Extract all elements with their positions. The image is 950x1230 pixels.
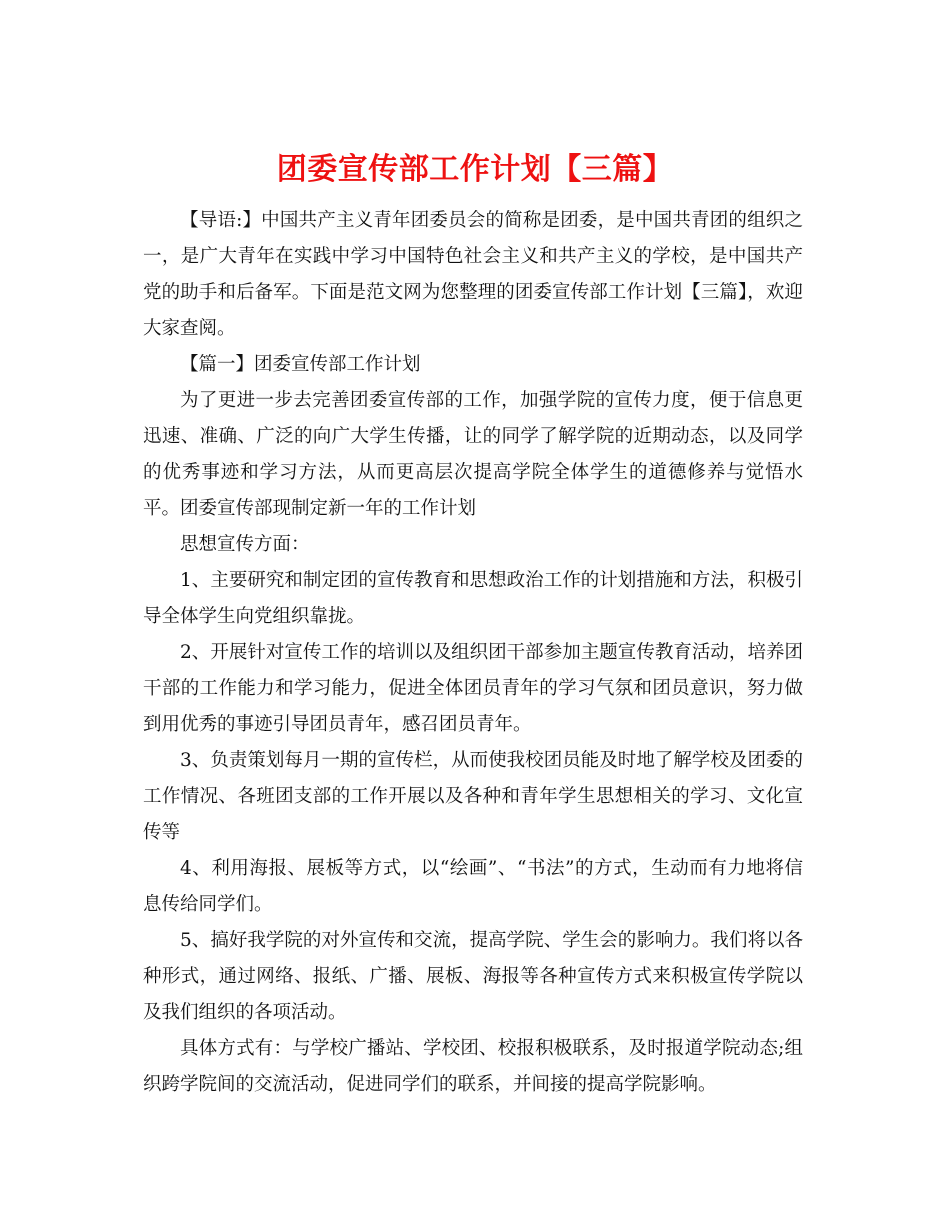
- list-item: 3、负责策划每月一期的宣传栏，从而使我校团员能及时地了解学校及团委的工作情况、各班团支部的工作开展以及各种和青年学生思想相关的学习、文化宣传等: [143, 750, 803, 843]
- list-item: 1、主要研究和制定团的宣传教育和思想政治工作的计划措施和方法，积极引导全体学生向党组织靠拢。: [143, 570, 803, 627]
- body-paragraph: 具体方式有：与学校广播站、学校团、校报积极联系，及时报道学院动态;组织跨学院间的交流活动，促进同学们的联系，并间接的提高学院影响。: [143, 1038, 803, 1095]
- list-item: 2、开展针对宣传工作的培训以及组织团干部参加主题宣传教育活动，培养团干部的工作能力和学习能力，促进全体团员青年的学习气氛和团员意识，努力做到用优秀的事迹引导团员青年，感召团员青年。: [143, 642, 803, 735]
- document-title: 团委宣传部工作计划【三篇】: [276, 152, 674, 188]
- subsection-heading: 思想宣传方面：: [180, 534, 310, 555]
- list-item: 4、利用海报、展板等方式，以“绘画”、“书法”的方式，生动而有力地将信息传给同学们。: [143, 858, 803, 915]
- document-body: [143, 203, 803, 1103]
- section-heading: 【篇一】团委宣传部工作计划: [180, 354, 421, 375]
- list-item: 5、搞好我学院的对外宣传和交流，提高学院、学生会的影响力。我们将以各种形式，通过网络、报纸、广播、展板、海报等各种宣传方式来积极宣传学院以及我们组织的各项活动。: [143, 930, 803, 1023]
- body-paragraph: 为了更进一步去完善团委宣传部的工作，加强学院的宣传力度，便于信息更迅速、准确、广泛的向广大学生传播，让的同学了解学院的近期动态，以及同学的优秀事迹和学习方法，从而更高层次提高学院全体学生的道德修养与觉悟水平。团委宣传部现制定新一年的工作计划: [143, 390, 803, 519]
- intro-paragraph: 【导语:】中国共产主义青年团委员会的简称是团委，是中国共青团的组织之一，是广大青年在实践中学习中国特色社会主义和共产主义的学校，是中国共产党的助手和后备军。下面是范文网为您整理的团委宣传部工作计划【三篇】，欢迎大家查阅。: [143, 210, 803, 339]
